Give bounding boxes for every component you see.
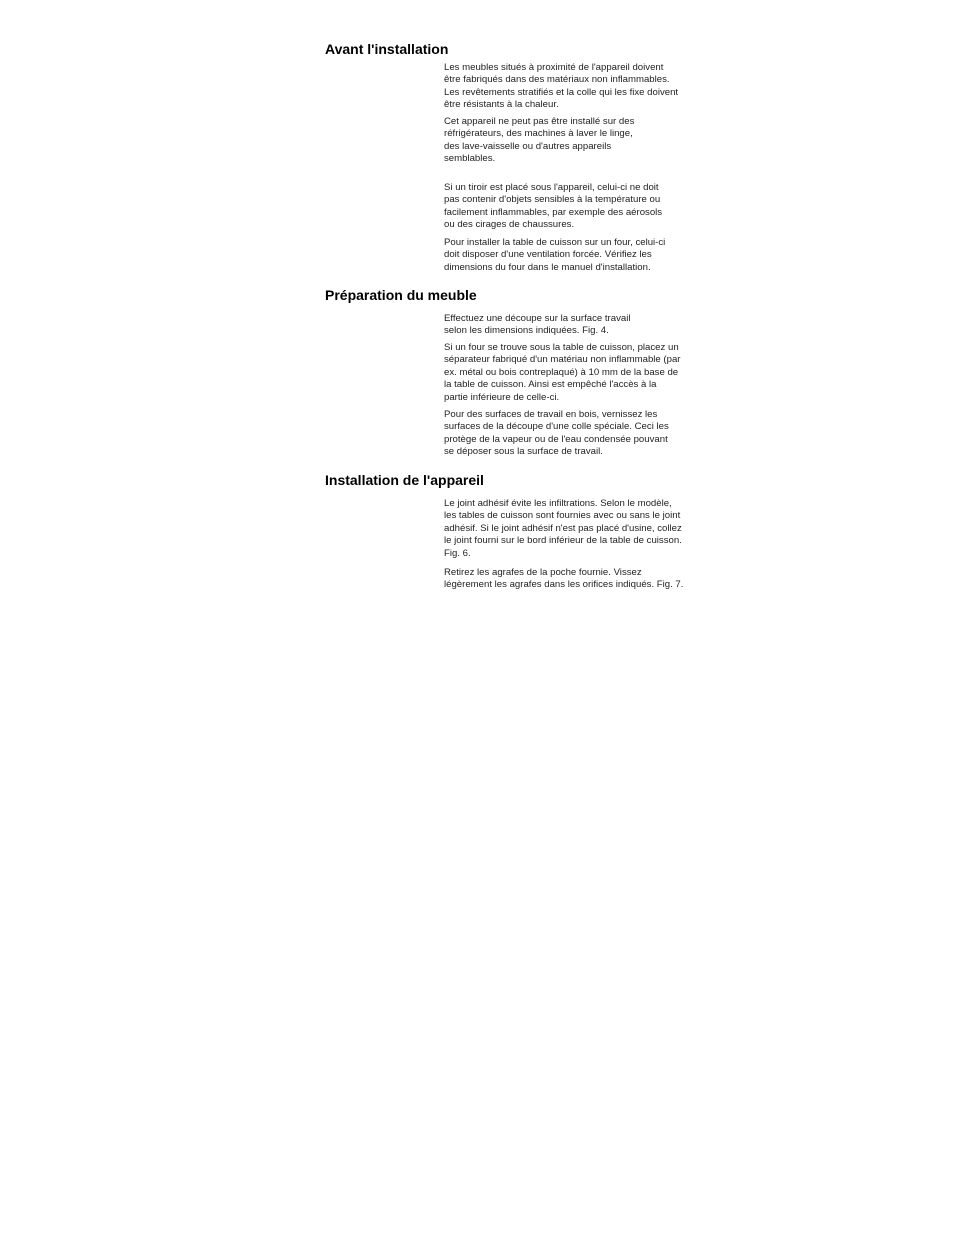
text-line: Effectuez une découpe sur la surface travail — [444, 313, 631, 324]
text-line: protège de la vapeur ou de l'eau condensée pouvant — [444, 433, 668, 445]
text-line: les tables de cuisson sont fournies avec ou sans le joint — [444, 510, 681, 522]
section-heading-installation-appareil: Installation de l'appareil — [325, 472, 484, 488]
text-line: Les meubles situés à proximité de l'appareil doivent — [444, 62, 664, 73]
text-line: légèrement les agrafes dans les orifices indiqués. Fig. 7. — [444, 579, 684, 591]
paragraph-oven-ventilation — [444, 237, 724, 274]
text-line: Si un four se trouve sous la table de cuisson, placez un — [444, 342, 679, 353]
paragraph-clips — [444, 567, 724, 592]
text-line: Pour des surfaces de travail en bois, vernissez les — [444, 409, 658, 420]
text-line: être fabriqués dans des matériaux non inflammables. — [444, 74, 670, 86]
paragraph-adhesive-seal — [444, 498, 724, 560]
text-line: semblables. — [444, 153, 496, 165]
text-line: Si un tiroir est placé sous l'appareil, celui-ci ne doit — [444, 182, 659, 193]
paragraph-furniture-materials — [444, 62, 724, 112]
text-line: Fig. 6. — [444, 547, 471, 559]
text-line: des lave-vaisselle ou d'autres appareils — [444, 140, 612, 152]
text-line: Retirez les agrafes de la poche fournie. Vissez — [444, 567, 642, 578]
text-line: surfaces de la découpe d'une colle spéciale. Ceci les — [444, 421, 669, 433]
text-line: être résistants à la chaleur. — [444, 99, 559, 111]
text-line: Cet appareil ne peut pas être installé sur des — [444, 116, 635, 127]
text-line: facilement inflammables, par exemple des aérosols — [444, 206, 663, 218]
section-heading-preparation-meuble: Préparation du meuble — [325, 287, 477, 303]
text-line: ex. métal ou bois contreplaqué) à 10 mm de la base de — [444, 366, 679, 378]
text-line: pas contenir d'objets sensibles à la température ou — [444, 194, 661, 206]
text-line: partie inférieure de celle-ci. — [444, 391, 560, 403]
text-line: Les revêtements stratifiés et la colle qui les fixe doivent — [444, 86, 679, 98]
paragraph-drawer-warning — [444, 182, 724, 232]
text-line: se déposer sous la surface de travail. — [444, 446, 603, 458]
text-line: le joint fourni sur le bord inférieur de la table de cuisson. — [444, 535, 682, 547]
text-line: ou des cirages de chaussures. — [444, 219, 575, 231]
paragraph-installation-restrictions — [444, 116, 724, 166]
section-heading-avant-installation: Avant l'installation — [325, 41, 449, 57]
paragraph-worktop-cutout — [444, 313, 724, 338]
paragraph-wood-surfaces — [444, 409, 724, 459]
text-line: dimensions du four dans le manuel d'installation. — [444, 261, 651, 273]
text-line: adhésif. Si le joint adhésif n'est pas placé d'usine, collez — [444, 522, 682, 534]
text-line: réfrigérateurs, des machines à laver le linge, — [444, 128, 633, 140]
text-line: la table de cuisson. Ainsi est empêché l'accès à la — [444, 379, 657, 391]
text-line: Pour installer la table de cuisson sur un four, celui-ci — [444, 237, 666, 248]
text-line: doit disposer d'une ventilation forcée. Vérifiez les — [444, 249, 652, 261]
text-line: Le joint adhésif évite les infiltrations. Selon le modèle, — [444, 498, 672, 509]
text-line: séparateur fabriqué d'un matériau non inflammable (par — [444, 354, 681, 366]
paragraph-separator — [444, 342, 724, 404]
text-line: selon les dimensions indiquées. Fig. 4. — [444, 325, 609, 337]
